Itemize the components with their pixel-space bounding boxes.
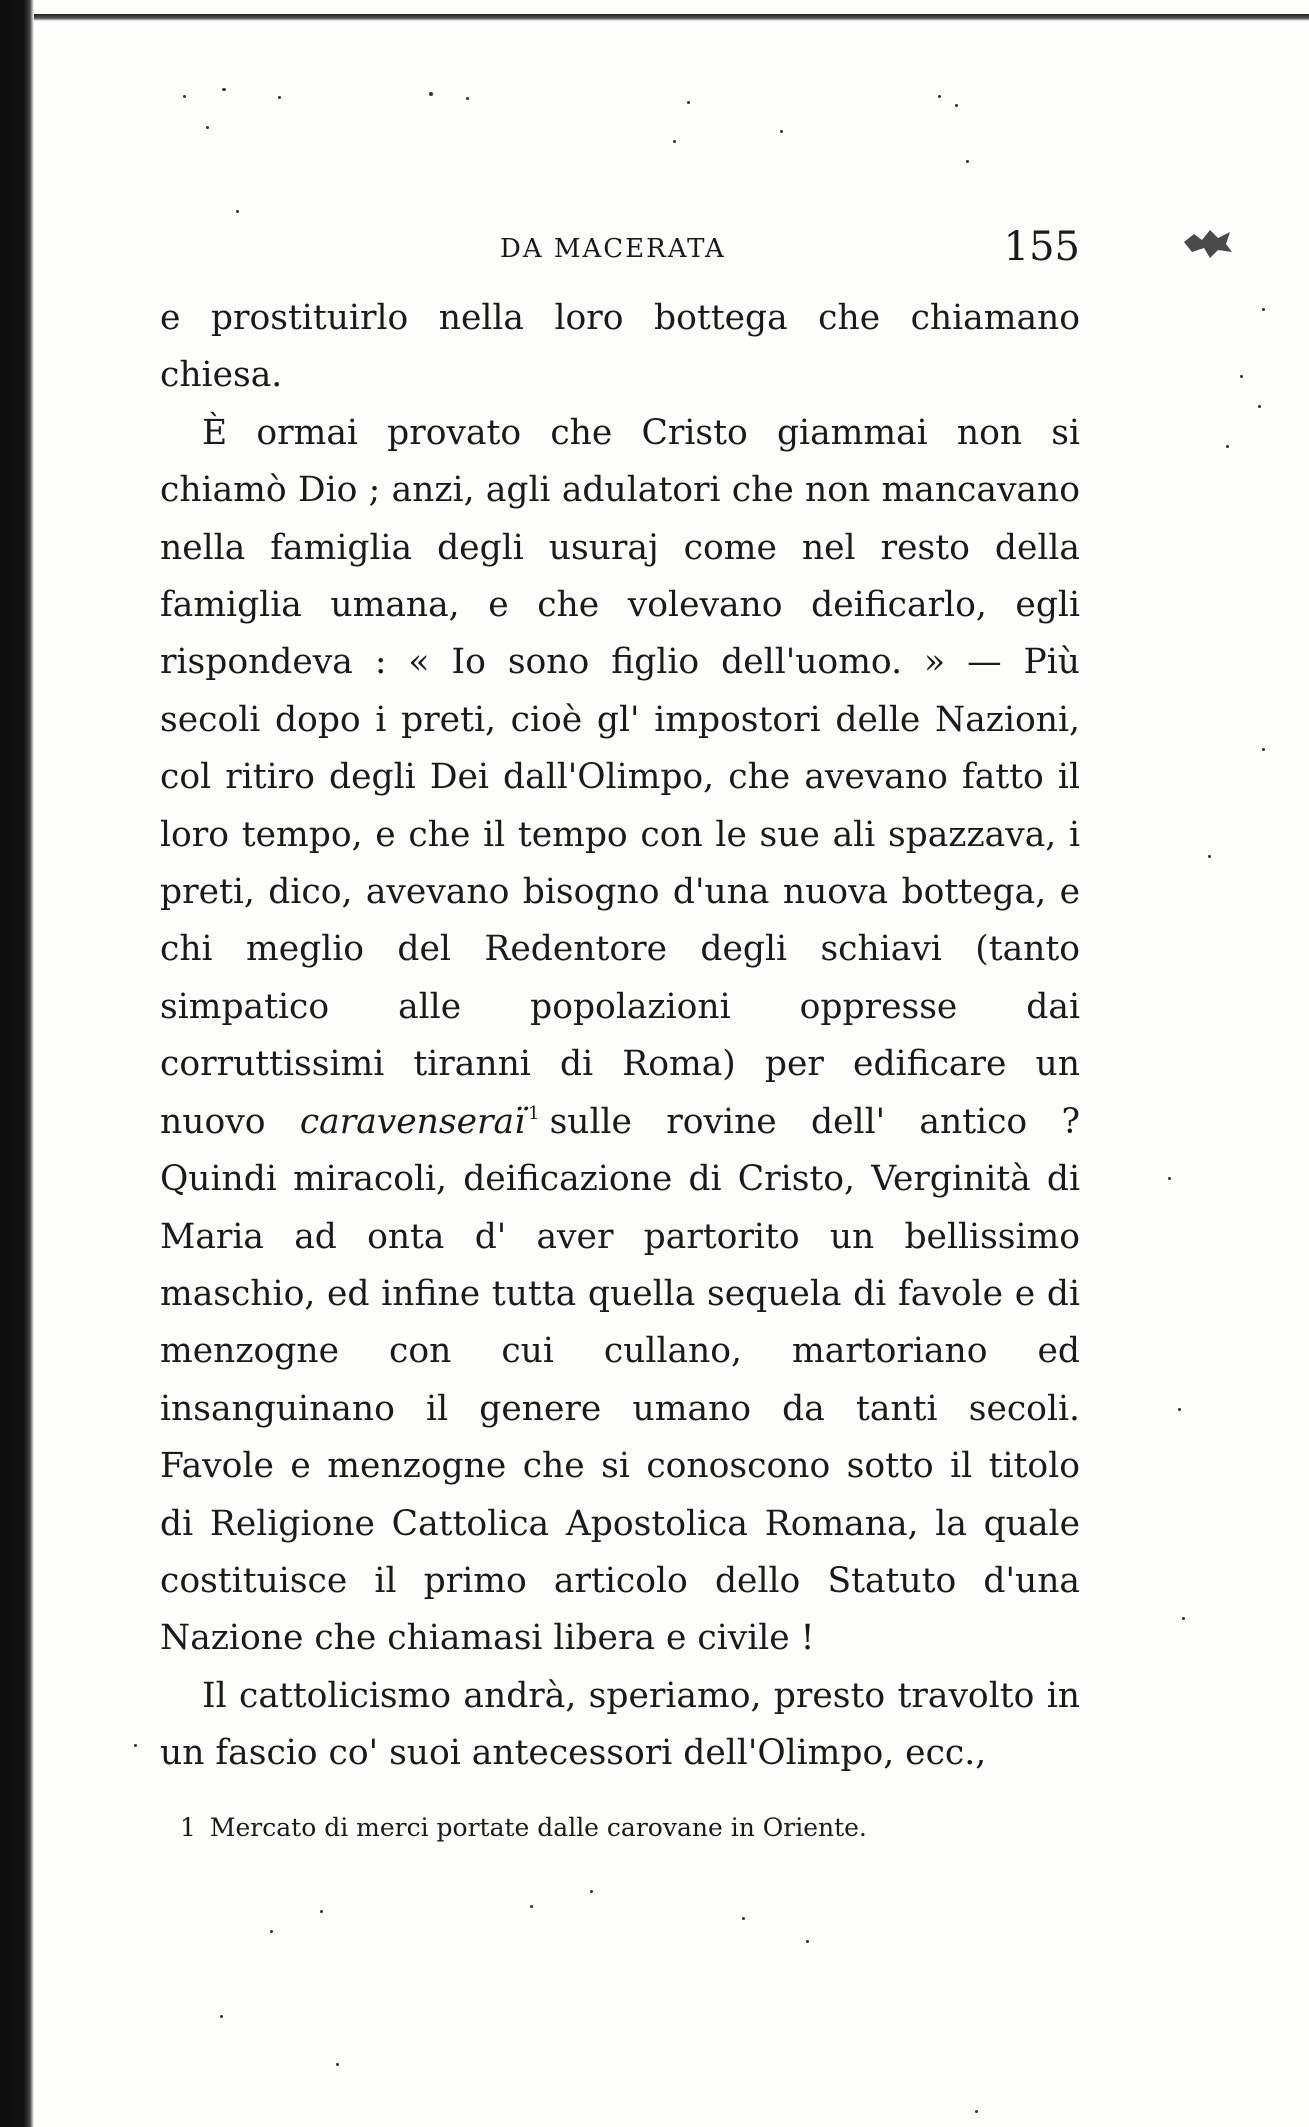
scan-speck <box>134 1744 137 1747</box>
top-scan-rule <box>34 14 1309 21</box>
scan-speck <box>336 2063 339 2066</box>
scan-speck <box>236 210 239 213</box>
scan-speck <box>780 130 783 133</box>
ink-blot-mark <box>1180 222 1236 262</box>
paragraph <box>160 290 1080 405</box>
scan-speck <box>1208 855 1211 858</box>
scan-speck <box>966 160 969 163</box>
running-head <box>160 222 1080 282</box>
scan-speck <box>955 104 958 107</box>
scan-speck <box>673 140 676 143</box>
paragraph <box>160 1668 1080 1783</box>
scan-speck <box>183 95 186 98</box>
scan-speck <box>1178 1408 1181 1411</box>
scan-speck <box>1262 308 1265 311</box>
scan-speck <box>1240 375 1243 378</box>
binding-edge <box>0 0 34 2127</box>
scan-speck <box>220 2015 223 2018</box>
scan-speck <box>687 101 690 104</box>
scan-speck <box>1182 1617 1185 1620</box>
page-number: 155 <box>1003 224 1080 270</box>
scan-speck <box>1258 405 1261 408</box>
body-text <box>160 290 1080 1783</box>
footnote-text: Mercato di merci portate dalle carovane in Oriente. <box>209 1813 867 1842</box>
scan-speck <box>742 1917 745 1920</box>
paragraph-text: e prostituirlo nella loro bottega che chiamano chiesa. <box>160 298 1080 396</box>
running-title: DA MACERATA <box>500 234 726 264</box>
scan-speck <box>975 2110 978 2113</box>
scan-speck <box>590 1890 593 1893</box>
scan-speck <box>270 1930 273 1933</box>
footnote-reference: 1 <box>528 1102 540 1124</box>
scan-speck <box>530 1905 533 1908</box>
scan-speck <box>429 92 433 96</box>
scan-speck <box>278 96 281 99</box>
scan-speck <box>1168 1177 1171 1180</box>
scan-speck <box>466 97 469 100</box>
paragraph-text: Il cattolicismo andrà, speriamo, presto travolto in un fascio co' suoi antecessori dell'Olimpo, ecc., <box>160 1675 1080 1774</box>
paragraph <box>160 405 1080 1668</box>
scan-speck <box>1226 445 1229 448</box>
scan-speck <box>806 1940 809 1943</box>
scan-speck <box>222 88 226 91</box>
footnote <box>180 1810 1080 1846</box>
paragraph-text: È ormai provato che Cristo giammai non si chiamò Dio ; anzi, agli adulatori che non mancavano nella famiglia degli usuraj come nel resto della famiglia umana, e che volevano deificarlo, egli rispondeva : « Io sono figlio dell'uomo. » — Più secoli dopo i preti, cioè gl' impostori delle Nazioni, col ritiro degli Dei dall'Olimpo, che avevano fatto il loro tempo, e che il tempo con le sue ali spazzava, i preti, dico, avevano bisogno d'una nuova bottega, e chi meglio del Redentore degli schiavi (tanto simpatico alle popolazioni oppresse dai corruttissimi tiranni di Roma) per edificare un nuovo <box>160 412 1080 1142</box>
italic-term: caravenseraï <box>299 1101 526 1142</box>
scan-speck <box>1262 748 1265 751</box>
scan-speck <box>320 1910 323 1913</box>
paragraph-text: sulle rovine dell' antico ? Quindi miracoli, deificazione di Cristo, Verginità di Maria ad onta d' aver partorito un bellissimo maschio, ed infine tutta quella sequela di favole e di menzogne con cui cullano, martoriano ed insanguinano il genere umano da tanti secoli. Favole e menzogne che si conoscono sotto il titolo di Religione Cattolica Apostolica Romana, la quale costituisce il primo articolo dello Statuto d'una Nazione che chiamasi libera e civile ! <box>160 1101 1081 1659</box>
scan-speck <box>206 126 209 129</box>
footnote-number: 1 <box>180 1813 196 1842</box>
scan-speck <box>938 95 941 98</box>
